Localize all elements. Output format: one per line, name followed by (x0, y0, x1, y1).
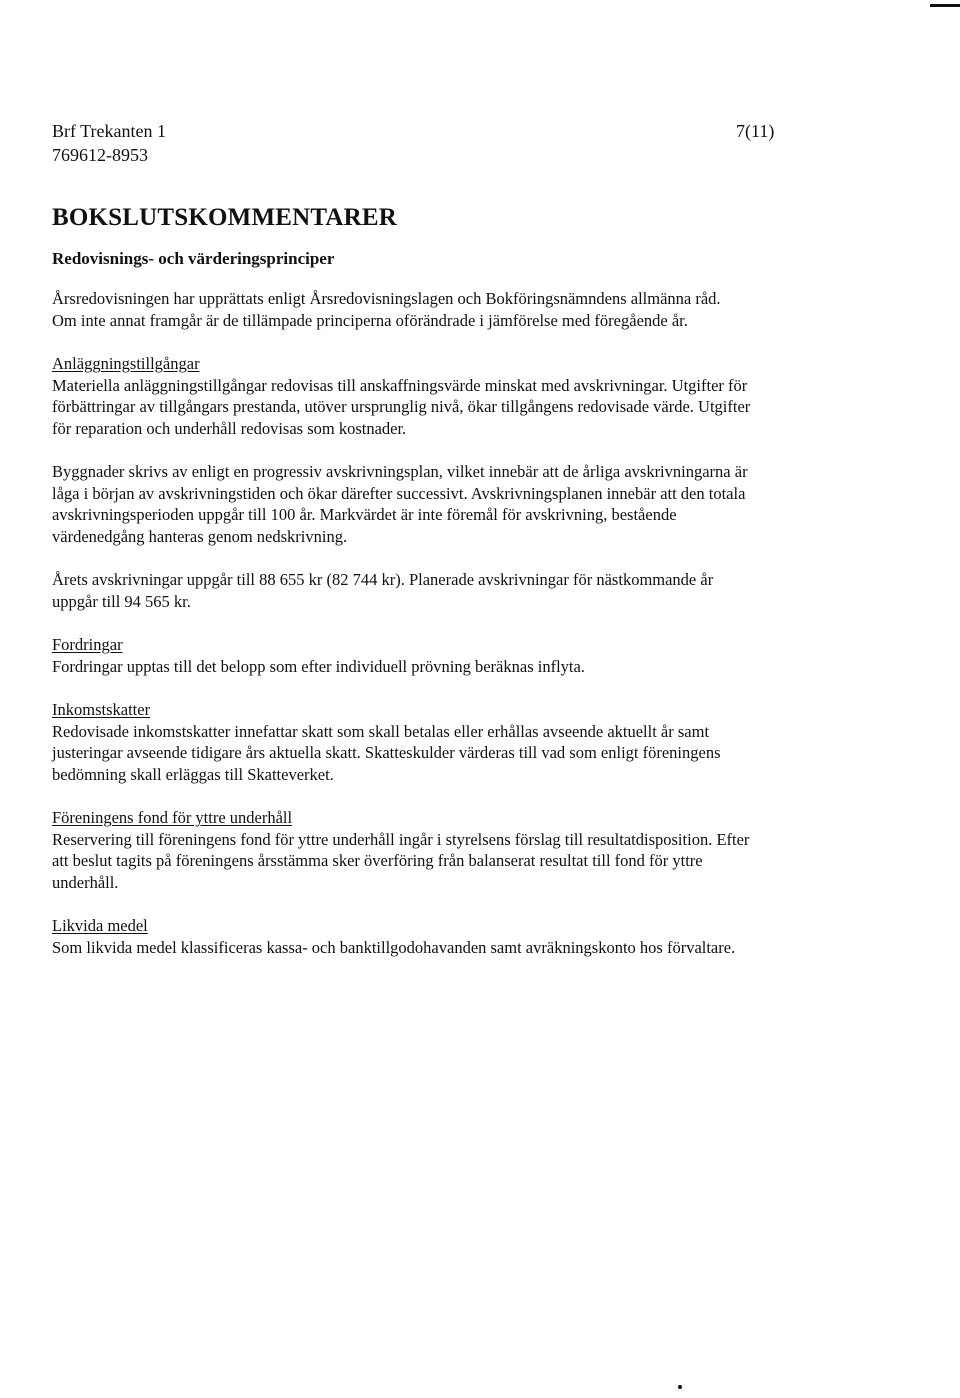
paragraph-line: för reparation och underhåll redovisas som kostnader. (52, 418, 407, 438)
document-body (52, 288, 812, 958)
paragraph-line: Byggnader skrivs av enligt en progressiv avskrivningsplan, vilket innebär att de årliga avskrivningarna är (52, 462, 748, 481)
section-byggnader (52, 461, 812, 547)
section-subtitle: Redovisnings- och värderingsprinciper (52, 249, 335, 268)
paragraph-line: förbättringar av tillgångars prestanda, utöver ursprunglig nivå, ökar tillgångens redovisade värde. Utgifter (52, 397, 751, 416)
paragraph-line: justeringar avseende tidigare års aktuella skatt. Skatteskulder värderas till vad som enligt föreningens (52, 743, 721, 762)
scan-corner-mark (930, 4, 960, 7)
org-number: 769612-8953 (52, 145, 148, 165)
section-heading: Inkomstskatter (52, 700, 151, 719)
paragraph-line: värdenedgång hanteras genom nedskrivning. (52, 526, 348, 546)
paragraph-line: Årsredovisningen har upprättats enligt Årsredovisningslagen och Bokföringsnämndens allmänna råd. (52, 289, 721, 308)
section-anlaggningstillgangar (52, 353, 812, 439)
paragraph-line: underhåll. (52, 872, 119, 892)
paragraph-line: Som likvida medel klassificeras kassa- och banktillgodohavanden samt avräkningskonto hos förvaltare. (52, 937, 736, 957)
paragraph-line: Fordringar upptas till det belopp som efter individuell prövning beräknas inflyta. (52, 656, 585, 676)
section-heading: Likvida medel (52, 916, 148, 935)
section-arets-avskrivningar (52, 569, 812, 612)
paragraph-line: Om inte annat framgår är de tillämpade principerna oförändrade i jämförelse med föregående år. (52, 310, 688, 330)
intro-paragraph (52, 288, 812, 331)
section-heading: Anläggningstillgångar (52, 354, 200, 373)
page-number: 7(11) (736, 121, 775, 141)
paragraph-line: avskrivningsperioden uppgår till 100 år. Markvärdet är inte föremål för avskrivning, bestående (52, 505, 677, 524)
paragraph-line: att beslut tagits på föreningens årsstämma sker överföring från balanserat resultat till fond för yttre (52, 851, 703, 870)
scan-dot (678, 1385, 682, 1389)
paragraph-line: Materiella anläggningstillgångar redovisas till anskaffningsvärde minskat med avskrivningar. Utgifter för (52, 375, 748, 395)
paragraph-line: låga i början av avskrivningstiden och ökar därefter successivt. Avskrivningsplanen innebär att den totala (52, 483, 746, 503)
document-header (52, 119, 792, 167)
org-name: Brf Trekanten 1 (52, 121, 166, 141)
section-yttre-underhall (52, 807, 812, 893)
paragraph-line: Reservering till föreningens fond för yttre underhåll ingår i styrelsens förslag till resultatdisposition. Efter (52, 829, 750, 849)
paragraph-line: Redovisade inkomstskatter innefattar skatt som skall betalas eller erhållas avseende aktuellt år samt (52, 721, 710, 741)
paragraph-line: bedömning skall erläggas till Skatteverket. (52, 764, 334, 784)
page-title: BOKSLUTSKOMMENTARER (52, 204, 398, 231)
section-heading: Föreningens fond för yttre underhåll (52, 808, 293, 827)
section-inkomstskatter (52, 699, 812, 785)
section-heading: Fordringar (52, 635, 123, 654)
section-likvida-medel (52, 915, 812, 958)
section-fordringar (52, 634, 812, 677)
paragraph-line: Årets avskrivningar uppgår till 88 655 kr (82 744 kr). Planerade avskrivningar för nästkommande år (52, 570, 714, 589)
paragraph-line: uppgår till 94 565 kr. (52, 591, 191, 611)
